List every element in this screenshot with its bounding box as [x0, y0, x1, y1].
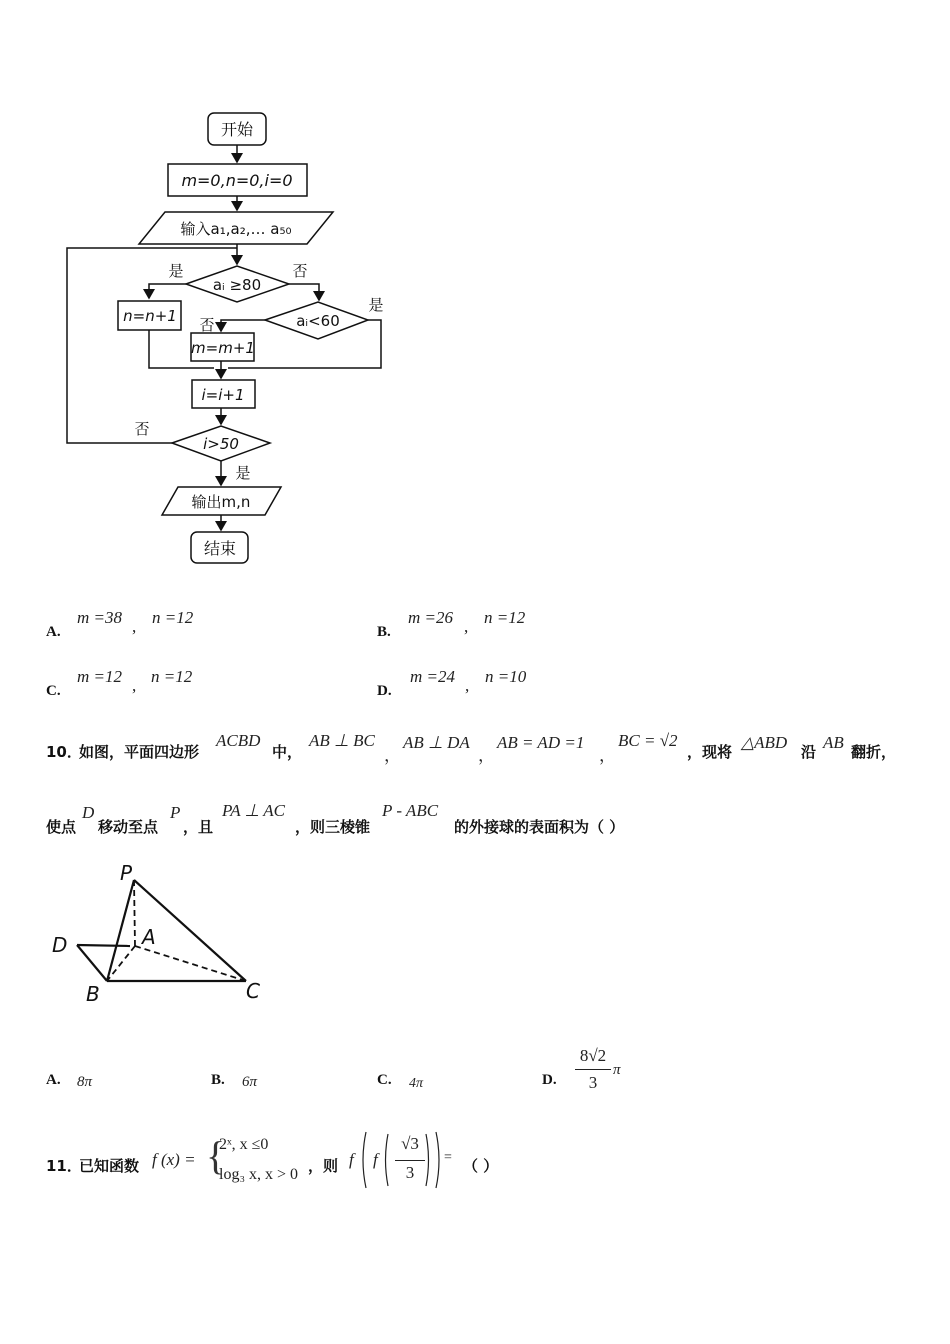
- q11-denominator: 3: [405, 1163, 415, 1182]
- q10-text-6: 使点: [46, 818, 77, 836]
- vertex-a-label: A: [142, 925, 156, 949]
- q10-math-p-abc: P - ABC: [382, 801, 439, 820]
- q10-option-c-value: 4π: [409, 1076, 424, 1091]
- cond3-label: i>50: [203, 435, 239, 453]
- q10-option-d-denominator: 3: [588, 1073, 598, 1092]
- q10-math-ab-ad: AB = AD =1: [497, 733, 585, 752]
- start-label: 开始: [220, 120, 254, 139]
- q10-text-4: 沿: [801, 743, 817, 761]
- i-inc-label: i=i+1: [201, 386, 245, 404]
- q11-inner-f: f: [373, 1150, 378, 1169]
- q11-case-2: log₃ x, x > 0: [219, 1166, 299, 1183]
- q10-text-8: ，且: [183, 818, 214, 836]
- q10-option-b-value: 6π: [242, 1074, 258, 1090]
- q11-fraction-bar: [395, 1160, 425, 1161]
- q10-option-c-label: C.: [377, 1072, 392, 1088]
- q10-pyramid-figure: [40, 850, 280, 1020]
- q9-option-a-sep: ,: [132, 617, 137, 636]
- q9-option-b-label: B.: [377, 624, 391, 640]
- q10-math-p: P: [170, 803, 181, 822]
- q10-number: 10．: [46, 743, 82, 761]
- q10-math-pa-perp-ac: PA ⊥ AC: [222, 801, 285, 820]
- q11-case-1: 2ˣ, x ≤0: [219, 1136, 269, 1153]
- q9-option-b-m: m =26: [408, 608, 453, 627]
- no-label-1: 否: [292, 262, 308, 280]
- q10-text-9: ，则三棱锥: [295, 818, 371, 836]
- q10-text-1: 如图，平面四边形: [79, 743, 200, 761]
- q9-option-a-n: n =12: [152, 608, 194, 627]
- q9-option-d-sep: ,: [465, 676, 470, 695]
- q10-option-b-label: B.: [211, 1072, 225, 1088]
- q9-option-c-n: n =12: [151, 667, 193, 686]
- vertex-p-label: P: [120, 861, 133, 885]
- q10-math-acbd: ACBD: [216, 731, 261, 750]
- q10-text-10: 的外接球的表面积为（ ）: [454, 818, 625, 836]
- q10-math-ab-perp-bc: AB ⊥ BC: [309, 731, 375, 750]
- q10-comma-1: ，: [384, 746, 401, 765]
- q11-text-1: 已知函数: [79, 1157, 140, 1175]
- m-inc-label: m=m+1: [191, 339, 255, 357]
- q11-fx: f (x) =: [152, 1150, 196, 1169]
- no-label-2: 否: [199, 316, 215, 334]
- q10-math-bc: BC = √2: [618, 731, 678, 750]
- q10-comma-2: ，: [478, 746, 495, 765]
- yes-label-1: 是: [168, 262, 184, 280]
- q9-option-a-label: A.: [46, 624, 61, 640]
- q10-text-7: 移动至点: [98, 818, 159, 836]
- q9-option-d-label: D.: [377, 683, 392, 699]
- yes-label-2: 是: [368, 296, 384, 314]
- q9-option-b-sep: ,: [464, 617, 469, 636]
- q10-math-ab: AB: [823, 733, 844, 752]
- output-label: 输出m,n: [191, 493, 251, 511]
- n-inc-label: n=n+1: [123, 307, 177, 325]
- q11-text-2: ，则: [308, 1157, 339, 1175]
- vertex-d-label: D: [52, 933, 68, 957]
- cond2-label: aᵢ<60: [296, 312, 340, 330]
- input-label: 输入a₁,a₂,… a₅₀: [180, 220, 292, 238]
- no-label-3: 否: [134, 420, 150, 438]
- vertex-c-label: C: [246, 979, 260, 1003]
- init-label: m=0,n=0,i=0: [181, 171, 293, 190]
- q11-brace: {: [206, 1133, 226, 1178]
- vertex-b-label: B: [86, 982, 100, 1006]
- q9-option-c-sep: ,: [132, 676, 137, 695]
- q10-math-triangle: △ABD: [741, 733, 788, 752]
- q11-equals: =: [444, 1150, 452, 1165]
- q10-option-d-pi: π: [613, 1062, 621, 1078]
- q10-text-5: 翻折，: [851, 743, 897, 761]
- cond1-label: aᵢ ≥80: [212, 276, 262, 294]
- q10-option-d-label: D.: [542, 1072, 557, 1088]
- q10-option-d-numerator: 8√2: [579, 1046, 607, 1065]
- q10-math-d: D: [82, 803, 95, 822]
- q11-numerator: √3: [401, 1134, 419, 1153]
- q10-text-2: 中，: [272, 743, 303, 761]
- end-label: 结束: [203, 539, 237, 558]
- q10-option-a-label: A.: [46, 1072, 61, 1088]
- q11-text-3: （ ）: [463, 1157, 499, 1175]
- q10-comma-3: ，: [599, 746, 616, 765]
- q9-option-c-m: m =12: [77, 667, 122, 686]
- q9-option-d-n: n =10: [485, 667, 527, 686]
- q9-option-c-label: C.: [46, 683, 61, 699]
- q9-option-b-n: n =12: [484, 608, 526, 627]
- q9-option-d-m: m =24: [410, 667, 455, 686]
- q11-number: 11．: [46, 1157, 82, 1175]
- q10-text-3: ，现将: [687, 743, 733, 761]
- q10-option-a-value: 8π: [77, 1074, 93, 1090]
- flowchart: [0, 0, 420, 580]
- yes-label-3: 是: [235, 464, 251, 482]
- q10-math-ab-perp-da: AB ⊥ DA: [403, 733, 470, 752]
- q11-outer-f: f: [349, 1150, 354, 1169]
- q9-option-a-m: m =38: [77, 608, 122, 627]
- q10-option-d-fraction-bar: [575, 1069, 611, 1070]
